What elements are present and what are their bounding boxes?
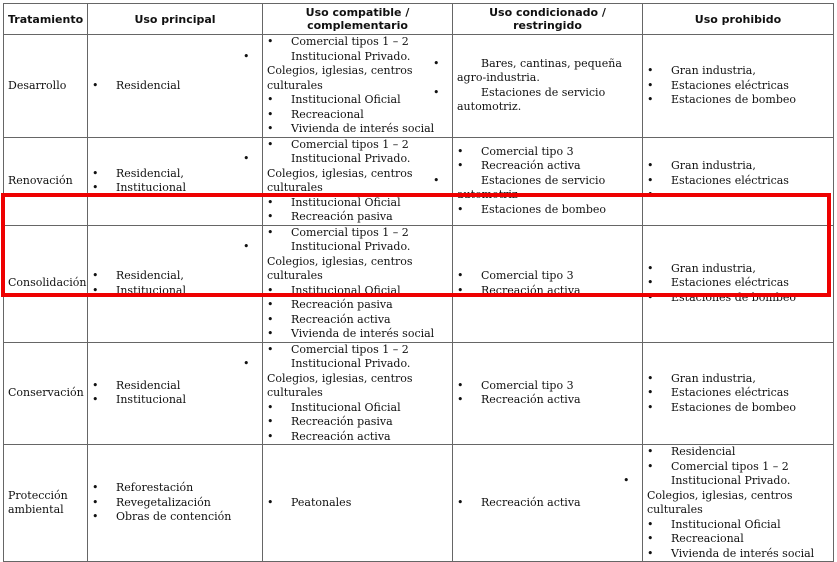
header-uso-condicionado: Uso condicionado / restringido (453, 4, 643, 35)
list-item: • Comercial tipos 1 – 2 (267, 35, 448, 50)
uso-prohibido-cell (643, 342, 834, 445)
list-item: • Residencial (647, 445, 829, 460)
uso-compatible-cell (263, 342, 453, 445)
list-item: • Comercial tipo 3 (457, 379, 638, 394)
bullet-list (92, 167, 258, 196)
list-item: • Comercial tipos 1 – 2 (267, 343, 448, 358)
list-item: • Institucional Privado. Colegios, iglesias, centros culturales (267, 357, 448, 401)
bullet-list (267, 496, 448, 511)
uso-prohibido-cell (643, 137, 834, 225)
list-item: • Peatonales (267, 496, 448, 511)
list-item: • Comercial tipos 1 – 2 (647, 460, 829, 475)
table-row (4, 225, 834, 342)
list-item: • Estaciones de bombeo (647, 93, 829, 108)
list-item: • Estaciones eléctricas (647, 276, 829, 291)
table-row (4, 445, 834, 562)
list-item: • Institucional Privado. Colegios, iglesias, centros culturales (267, 152, 448, 196)
bullet-list (92, 269, 258, 298)
treatment-cell: Consolidación (4, 225, 88, 342)
bullet-list (457, 496, 638, 511)
list-item: • Residencial (92, 79, 258, 94)
uso-principal-cell (88, 35, 263, 138)
list-item: • Institucional (92, 393, 258, 408)
table-row (4, 137, 834, 225)
list-item: • Recreación activa (457, 496, 638, 511)
list-item: • Recreación pasiva (267, 210, 448, 225)
uso-principal-cell (88, 445, 263, 562)
list-item: • Gran industria, (647, 64, 829, 79)
list-item: • Institucional Oficial (267, 284, 448, 299)
header-tratamiento: Tratamiento (4, 4, 88, 35)
uso-condicionado-cell (453, 225, 643, 342)
list-item: • Institucional (92, 284, 258, 299)
list-item: • Residencial (92, 379, 258, 394)
uso-compatible-cell (263, 225, 453, 342)
uso-principal-cell (88, 342, 263, 445)
uso-compatible-cell (263, 445, 453, 562)
list-item: • Recreación activa (267, 430, 448, 445)
list-item: • Bares, cantinas, pequeña agro-industria. (457, 57, 638, 86)
list-item: • Institucional Privado. Colegios, iglesias, centros culturales (267, 50, 448, 94)
bullet-list (92, 379, 258, 408)
list-item: • Recreación pasiva (267, 298, 448, 313)
list-item: • Residencial, (92, 167, 258, 182)
list-item (647, 188, 829, 203)
header-row (4, 4, 834, 35)
uso-condicionado-cell (453, 137, 643, 225)
list-item: • Estaciones eléctricas (647, 386, 829, 401)
list-item: • Estaciones de bombeo (647, 401, 829, 416)
list-item: • Recreación activa (267, 313, 448, 328)
bullet-list (457, 379, 638, 408)
uso-condicionado-cell (453, 445, 643, 562)
bullet-list (92, 79, 258, 94)
list-item: • Gran industria, (647, 372, 829, 387)
uso-prohibido-cell (643, 445, 834, 562)
list-item: • Vivienda de interés social (647, 547, 829, 562)
header-uso-principal: Uso principal (88, 4, 263, 35)
uso-condicionado-cell (453, 342, 643, 445)
bullet-list (267, 343, 448, 445)
bullet-list (457, 57, 638, 115)
list-item: • Recreación pasiva (267, 415, 448, 430)
bullet-list (647, 262, 829, 306)
list-item: • Revegetalización (92, 496, 258, 511)
list-item: • Recreación activa (457, 159, 638, 174)
list-item: • Residencial, (92, 269, 258, 284)
treatment-cell: Desarrollo (4, 35, 88, 138)
header-uso-compatible: Uso compatible / complementario (263, 4, 453, 35)
list-item: • Comercial tipo 3 (457, 269, 638, 284)
bullet-list (647, 445, 829, 561)
list-item: • Estaciones eléctricas (647, 79, 829, 94)
list-item: • Vivienda de interés social (267, 122, 448, 137)
list-item: • Recreacional (647, 532, 829, 547)
list-item: • Recreacional (267, 108, 448, 123)
list-item: • Institucional Oficial (267, 93, 448, 108)
uso-compatible-cell (263, 137, 453, 225)
list-item: • Gran industria, (647, 159, 829, 174)
bullet-list (267, 138, 448, 225)
list-item: • Institucional Oficial (267, 196, 448, 211)
bullet-list (267, 35, 448, 137)
list-item: • Gran industria, (647, 262, 829, 277)
treatment-cell: Conservación (4, 342, 88, 445)
bullet-list (647, 64, 829, 108)
list-item: • Vivienda de interés social (267, 327, 448, 342)
uso-compatible-cell (263, 35, 453, 138)
treatment-cell: Renovación (4, 137, 88, 225)
table-row (4, 342, 834, 445)
list-item: • Institucional Oficial (647, 518, 829, 533)
list-item: • Institucional Privado. Colegios, iglesias, centros culturales (647, 474, 829, 518)
list-item: • Comercial tipos 1 – 2 (267, 138, 448, 153)
treatment-cell: Protección ambiental (4, 445, 88, 562)
uso-prohibido-cell (643, 35, 834, 138)
list-item: • Estaciones eléctricas (647, 174, 829, 189)
list-item: • Estaciones de servicio automotriz (457, 174, 638, 203)
list-item: • Estaciones de servicio automotriz. (457, 86, 638, 115)
bullet-list (647, 372, 829, 416)
list-item: • Reforestación (92, 481, 258, 496)
list-item: • Institucional Oficial (267, 401, 448, 416)
table-row (4, 35, 834, 138)
bullet-list (92, 481, 258, 525)
list-item: • Institucional (92, 181, 258, 196)
list-item: • Estaciones de bombeo (457, 203, 638, 218)
bullet-list (457, 145, 638, 218)
bullet-list (457, 269, 638, 298)
header-uso-prohibido: Uso prohibido (643, 4, 834, 35)
uso-principal-cell (88, 137, 263, 225)
land-use-table (3, 3, 834, 562)
list-item: • Estaciones de bombeo (647, 291, 829, 306)
bullet-list (647, 159, 829, 203)
list-item: • Comercial tipo 3 (457, 145, 638, 160)
list-item: • Institucional Privado. Colegios, iglesias, centros culturales (267, 240, 448, 284)
list-item: • Recreación activa (457, 393, 638, 408)
uso-prohibido-cell (643, 225, 834, 342)
list-item: • Comercial tipos 1 – 2 (267, 226, 448, 241)
list-item: • Obras de contención (92, 510, 258, 525)
bullet-list (267, 226, 448, 342)
uso-principal-cell (88, 225, 263, 342)
uso-condicionado-cell (453, 35, 643, 138)
list-item: • Recreación activa (457, 284, 638, 299)
